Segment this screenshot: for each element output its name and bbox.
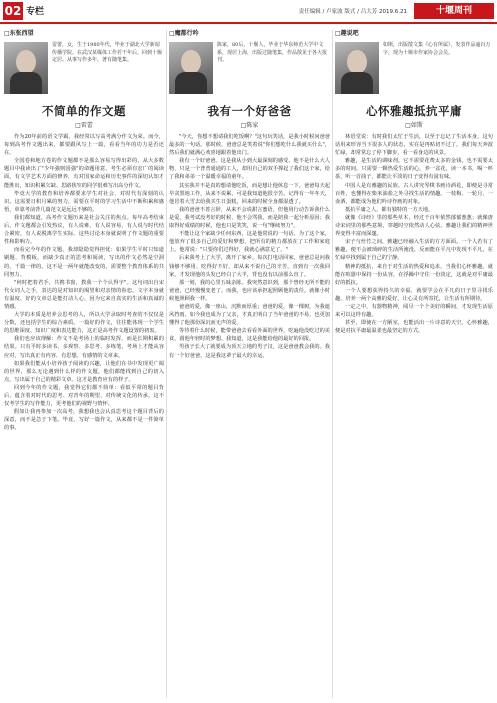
paragraph: 如果我们能从小培养孩子阅读的兴趣，让他们在书中发现更广阔的世界，那么无论遇到什么样的作文题，他们都能找到自己的切入点，写出属于自己的精彩文章。这才是教育应有的样子。: [4, 360, 164, 383]
column-divider: [166, 30, 167, 698]
article-body: [335, 133, 493, 335]
paragraph: 等待着什么时候，能带爸爸去看看外面的世界，吃遍他没吃过的美食，圆他年轻时的梦想。我知道，这是我能给他的最好的回报。: [169, 328, 330, 343]
bio-text: 雷蕾，女，生于1980年代，毕业于湖北大学新闻传播学院。在武汉某媒体工作若干年后，回到十堰定居。从事写作多年，著有随笔集。: [52, 42, 163, 63]
paragraph: 那一刻，我的心里五味杂陈。我突然意识到，那个曾经无所不能的爸爸，已经慢慢变老了。而我，也应该承担起照顾他的责任，就像小时候他照顾我一样。: [169, 279, 330, 302]
article-body: [169, 133, 330, 360]
paragraph: 一个人要想获得持久的幸福，就要学会在平凡的日子里寻找乐趣。培养一两个高雅的爱好，让心灵有所寄托，让生活有所期待。: [335, 287, 493, 302]
article-column-2: [169, 28, 330, 700]
paragraph: 林语堂说：有时我们太忙于生活，以至于忘记了生活本身。这句话用来形容当下很多人的状态，实在是再贴切不过了。我们每天奔波忙碌，却常常忘了停下脚步，看一看身边的风景。: [335, 134, 493, 157]
author-bio: [335, 42, 493, 100]
paragraph: 雅趣，是生活的调味剂。它不需要花费太多的金钱，也不需要太多的时间，只需要一颗热爱生活的心。养一盆花，读一本书，喝一杯茶，听一首曲子，都能让平淡的日子变得有滋有味。: [335, 158, 493, 181]
author-label: □趣说吧: [335, 28, 362, 37]
author-photo: [335, 42, 379, 94]
article-byline: □雷蕾: [75, 122, 93, 129]
paragraph: 大学的本质是培养会思考的人，所以大学录取时考查的不仅仅是分数，还包括学生的综合素质。一篇好的作文，往往能体现一个学生的思维深度、知识广度和表达能力，这正是高考作文题设置的初衷。: [4, 312, 164, 335]
author-label: □魔都行吟: [169, 28, 202, 37]
edit-info: 责任编辑 / 卢家波 版式 / 吕大芳 2019.6.21: [298, 9, 407, 15]
paragraph: 就像《诗经》里的那些草木，经过千百年依然郁郁葱葱；就像唐诗宋词里的那些意境，穿越时空依然动人心弦。雅趣让我们的精神世界变得丰富而深邃。: [335, 214, 493, 238]
page-number: 02: [4, 4, 22, 18]
paragraph: 我们也应该理解：作文不是考场上的临时发挥，而是长期积累的结果。只有平时多读书、多观察、多思考、多练笔，考场上才能从容应对，写出真正有内容、有思想、有感情的文章来。: [4, 336, 164, 359]
paragraph: 抵抗平庸之人，都有独特的一方天地。: [345, 206, 434, 213]
author-tag: [335, 28, 493, 40]
paragraph: 不能让这个家缺少任何东西，这是他常说的一句话。为了这个家，他放弃了很多自己的爱好和梦想，把所有的精力都放在了工作和家庭上。他常说："只要你们过得好，我就心满意足了。": [169, 231, 330, 254]
paragraph: 爸爸的爱，像一座山，沉默而厚重；爸爸的爱，像一棵树，为我遮风挡雨。如今我也成为了父亲，才真正明白了当年爸爸的不易，也更加懂得了他那份深沉而无声的爱。: [169, 303, 330, 327]
paragraph: 我有一个好爸爸。这是我从小到大最深刻的感受。他不是什么大人物，只是一个普普通通的工人，却用自己的双手撑起了我们这个家，给了我和弟弟一个温暖幸福的童年。: [169, 158, 330, 181]
paragraph: 一定之中，有器物精神，阅尽一个个美好的瞬间，才发现生活原来可以这样有趣。: [335, 303, 493, 319]
author-photo: [4, 42, 48, 94]
column-divider: [332, 30, 333, 698]
paragraph: 中国人是有雅趣的民族。古人讲究琴棋书画诗酒花，即便是寻常百姓，也懂得在柴米油盐之外寻找生活的情趣。一枝梅、一轮月、一壶酒，都能成为他们吟诗作画的对象。: [335, 182, 493, 205]
newspaper-brand: 十堰周刊: [414, 3, 494, 19]
paragraph: 精神的抵抗，来自于对生活的热爱和追求。当我们心怀雅趣，就能在喧嚣中保持一份从容，在浮躁中守住一份淡定，这就是对平庸最好的抵抗。: [335, 263, 493, 286]
author-label: □东张西望: [4, 28, 37, 37]
article-title: 心怀雅趣抵抗平庸: [366, 104, 462, 118]
article-byline: □陈家: [240, 122, 259, 129]
author-tag: [4, 28, 164, 40]
page-header: [0, 0, 497, 24]
header-rule: [0, 22, 497, 24]
bio-text: 如斯，出版散文集《心有所属》，发表作品逾百万字，现为十堰市作家协会会员。: [383, 42, 491, 56]
paragraph: 毕竟大学的教育和培养都要求学生对社会、对时代有深刻的认识。这需要日积月累的努力，需要在平时的学习生活中不断积累和感悟，单靠考前背几篇范文是远远不够的。: [4, 190, 164, 213]
paragraph: 全国卷和地方卷的作文题都不是那么容易写得出彩的，从大多数题目中我读出了"少年强则国强"的命题用意。考生必须有宏广的阅读面，有文学艺术方面的修养，有对国家命运和历史事件的深切认知才能胜出，知识积累欠缺、思路狭窄的同学很难写出高分作文。: [4, 158, 164, 189]
section-name: 专栏: [26, 7, 45, 17]
paragraph: 回到今年的作文题，我觉得它们都不简单：看似平常的题目背后，蕴含着对时代的思考、对青年的期望、对传统文化的传承。这不仅考学生的写作能力，更考他们的视野与情怀。: [4, 384, 164, 408]
paragraph: 作为20年前的语文学霸，我经常以写高考满分作文为荣。而今，每到高考作文题出来，都要跟风写上一篇，看看当年的功力是否还在。: [4, 134, 164, 157]
article-title: 我有一个好爸爸: [207, 104, 292, 118]
author-bio: [4, 42, 164, 100]
article-byline: □如斯: [405, 122, 423, 129]
author-tag: [169, 28, 330, 40]
paragraph: "今天，你想不想请我们吃饭啊？"这句玩笑话，是我小时候问爸爸最多的一句话。那时候，爸爸总是笑着说"你们想吃什么我就买什么"，然后我们就满心欢喜地跟着他出门。: [169, 134, 330, 157]
author-photo: [169, 42, 213, 94]
article-body: [4, 133, 164, 432]
paragraph: 我的爸爸不善言辞，从来不会说甜言蜜语，但他用行动告诉我什么是爱。我考试没考好的时候，他不会骂我，而是陪我一起分析原因；我取得好成绩的时候，他也只是笑笑，说一句"继续努力"。: [169, 206, 330, 230]
paragraph: 其实我并不是真的想请他吃饭，而是想让他休息一下。爸爸每天起早贪黑地工作，从来不说累，可是我知道他很辛苦。记得有一年冬天，他冒着大雪去给我买生日蛋糕，回来的时候全身都湿透了。: [169, 182, 330, 205]
paragraph: 男孩子长大了就要成为顶天立地的男子汉，这是爸爸教会我的。我有一个好爸爸，这是我这辈子最大的幸运。: [169, 344, 330, 359]
paragraph: "何时把着君手，共携书窗，教我一个个认得字"。这句词出自宋代女词人之手，表达的是对知识的渴望和对亲情的眷恋。文字本身就有温度，好的文章总是能打动人心，因为它来自真实的生活和真诚的情感。: [4, 279, 164, 310]
paragraph: 我们都知道，高考作文题历来是社会关注的焦点。每年高考结束后，作文题都会引发热议，有人说难，有人说容易，有人说与时代结合紧密，有人说脱离学生实际。这些讨论本身就说明了作文题的重要性和影响力。: [4, 214, 164, 246]
paragraph: 宋子与丝竹之间，雅趣已经融入生活的方方面面。一个人若有了雅趣，便不会被琐碎的生活所淹没，反而能在平凡中发现不平凡，在忙碌中找到属于自己的宁静。: [335, 239, 493, 262]
author-bio: [169, 42, 330, 100]
paragraph: 假如让我再参加一次高考，我想我也会认真思考这个题目背后的深意，而不是急于下笔。毕竟，写好一篇作文，从来都不是一件简单的事。: [4, 409, 164, 432]
bio-text: 陈家，80后，十堰人，毕业于华东师范大学中文系，现居上海，出版过随笔集，作品散见于各大报刊。: [217, 42, 328, 63]
paragraph: 而看完今年的作文题，我却隐隐觉得担忧：如果学生平时只知道刷题、背模板，而缺少真正的思考和阅读，写出的作文必然是空洞的、千篇一律的。这不是一两年就能改变的，需要整个教育体系的共同努力。: [4, 247, 164, 278]
article-title: 不简单的作文题: [42, 104, 126, 118]
paragraph: 甚至，即使在一方陋室，也能活出一片诗意的天空。心怀雅趣，便是对抗平庸最温柔也最坚定的方式。: [335, 320, 493, 335]
paragraph: 后来我考上了大学，离开了家乡。每次打电话回家，爸爸总是问我钱够不够用、吃得好不好，却从来不说自己的辛苦。直到有一次我回家，才发现他的头发已经白了大半，背也没有以前那么直了。: [169, 255, 330, 278]
article-column-3: [335, 28, 493, 700]
article-column-1: [4, 28, 164, 700]
